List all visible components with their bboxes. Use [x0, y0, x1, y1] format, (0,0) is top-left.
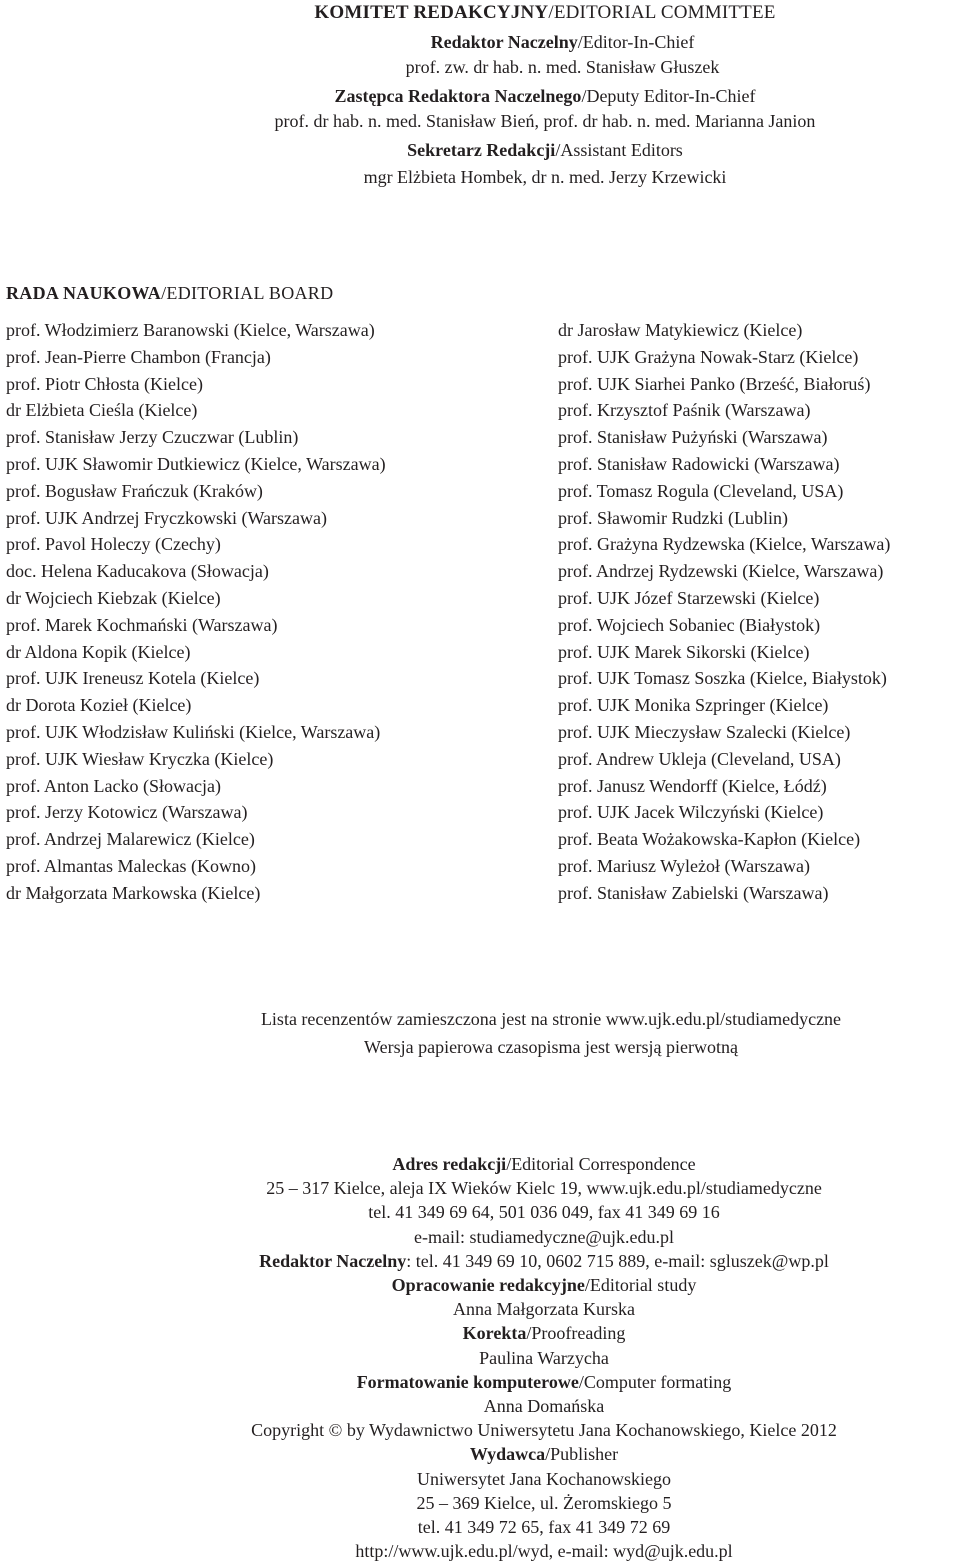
board-member: prof. Stanisław Jerzy Czuczwar (Lublin): [6, 427, 299, 448]
correspondence-title: Adres redakcji/Editorial Correspondence: [392, 1154, 696, 1174]
board-member: prof. Marek Kochmański (Warszawa): [6, 614, 278, 635]
board-member: doc. Helena Kaducakova (Słowacja): [6, 561, 269, 582]
board-member: prof. Stanisław Zabielski (Warszawa): [558, 882, 829, 903]
committee-section: [0, 0, 960, 26]
board-member: prof. UJK Siarhei Panko (Brześć, Białoruś): [558, 373, 871, 394]
proofreading-name: Paulina Warzycha: [479, 1347, 609, 1368]
board-member: prof. Sławomir Rudzki (Lublin): [558, 507, 788, 528]
board-member: prof. UJK Józef Starzewski (Kielce): [558, 587, 820, 608]
board-member: prof. Włodzimierz Baranowski (Kielce, Warszawa): [6, 320, 375, 340]
board-member: prof. UJK Mieczysław Szalecki (Kielce): [558, 721, 851, 742]
board-title: RADA NAUKOWA/EDITORIAL BOARD: [6, 283, 334, 303]
board-member: dr Wojciech Kiebzak (Kielce): [6, 587, 221, 608]
board-member: prof. Andrzej Rydzewski (Kielce, Warszawa): [558, 561, 884, 582]
board-left-column: [6, 317, 386, 907]
correspondence-section: [0, 1152, 960, 1563]
board-member: prof. Janusz Wendorff (Kielce, Łódź): [558, 775, 827, 796]
board-member: dr Aldona Kopik (Kielce): [6, 641, 191, 662]
editor-name: prof. zw. dr hab. n. med. Stanisław Głuszek: [405, 57, 720, 77]
board-member: prof. Andrzej Malarewicz (Kielce): [6, 829, 255, 850]
board-right-column: [558, 317, 890, 907]
correspondence-phone: tel. 41 349 69 64, 501 036 049, fax 41 349 69 16: [368, 1202, 720, 1223]
board-member: prof. Grażyna Rydzewska (Kielce, Warszawa): [558, 534, 891, 555]
publisher-phone: tel. 41 349 72 65, fax 41 349 72 69: [417, 1517, 671, 1538]
board-member: prof. Beata Wożakowska-Kapłon (Kielce): [558, 829, 861, 850]
editorial-study-name: Anna Małgorzata Kurska: [453, 1299, 635, 1320]
board-member: prof. Bogusław Frańczuk (Kraków): [6, 480, 263, 501]
deputy-block: [0, 84, 960, 134]
board-member: prof. Andrew Ukleja (Cleveland, USA): [558, 748, 841, 769]
copyright: Copyright © by Wydawnictwo Uniwersytetu Jana Kochanowskiego, Kielce 2012: [251, 1420, 837, 1441]
formatting: Formatowanie komputerowe/Computer formating: [356, 1371, 732, 1392]
committee-title: KOMITET REDAKCYJNY/EDITORIAL COMMITTEE: [314, 2, 776, 23]
board-member: dr Dorota Kozieł (Kielce): [6, 695, 192, 716]
board-member: prof. Pavol Holeczy (Czechy): [6, 534, 221, 555]
paper-version-note: Wersja papierowa czasopisma jest wersją pierwotną: [364, 1037, 738, 1057]
board-member: prof. UJK Ireneusz Kotela (Kielce): [6, 668, 260, 689]
board-member: prof. Piotr Chłosta (Kielce): [6, 373, 203, 394]
board-member: prof. UJK Marek Sikorski (Kielce): [558, 641, 810, 662]
board-member: prof. Jerzy Kotowicz (Warszawa): [6, 802, 248, 823]
board-member: prof. UJK Włodzisław Kuliński (Kielce, Warszawa): [6, 721, 381, 742]
editor-contact: Redaktor Naczelny: tel. 41 349 69 10, 0602 715 889, e-mail: sgluszek@wp.pl: [259, 1250, 829, 1271]
board-member: prof. Jean-Pierre Chambon (Francja): [6, 346, 271, 367]
board-member: prof. UJK Wiesław Kryczka (Kielce): [6, 748, 274, 769]
board-member: prof. Stanisław Pużyński (Warszawa): [558, 427, 828, 448]
secretary-block: [0, 138, 960, 190]
correspondence-email: e-mail: studiamedyczne@ujk.edu.pl: [414, 1226, 674, 1247]
publisher: Wydawca/Publisher: [469, 1444, 619, 1465]
correspondence-address: 25 – 317 Kielce, aleja IX Wieków Kielc 19, www.ujk.edu.pl/studiamedyczne: [266, 1178, 822, 1199]
board-member: prof. UJK Monika Szpringer (Kielce): [558, 695, 829, 716]
secretary-role: Sekretarz Redakcji/Assistant Editors: [407, 140, 683, 160]
board-member: prof. Almantas Maleckas (Kowno): [6, 855, 256, 876]
board-member: dr Jarosław Matykiewicz (Kielce): [558, 320, 803, 340]
board-member: dr Małgorzata Markowska (Kielce): [6, 882, 261, 903]
board-member: prof. UJK Jacek Wilczyński (Kielce): [558, 802, 824, 823]
deputy-role: Zastępca Redaktora Naczelnego/Deputy Editor-In-Chief: [334, 86, 756, 106]
publisher-address: 25 – 369 Kielce, ul. Żeromskiego 5: [416, 1492, 672, 1513]
board-member: prof. Wojciech Sobaniec (Białystok): [558, 614, 821, 635]
board-member: prof. UJK Andrzej Fryczkowski (Warszawa): [6, 507, 327, 528]
editor-role: Redaktor Naczelny/Editor-In-Chief: [430, 32, 695, 52]
committee-body: [0, 30, 960, 80]
secretary-names: mgr Elżbieta Hombek, dr n. med. Jerzy Krzewicki: [363, 167, 727, 187]
info-section: [0, 1005, 960, 1061]
board-member: prof. Mariusz Wyleżoł (Warszawa): [558, 855, 811, 876]
board-member: prof. UJK Sławomir Dutkiewicz (Kielce, Warszawa): [6, 453, 386, 474]
board-member: prof. Anton Lacko (Słowacja): [6, 775, 221, 796]
board-member: prof. Stanisław Radowicki (Warszawa): [558, 453, 840, 474]
board-member: prof. UJK Grażyna Nowak-Starz (Kielce): [558, 346, 859, 367]
board-member: prof. UJK Tomasz Soszka (Kielce, Białystok): [558, 668, 887, 689]
publisher-web: http://www.ujk.edu.pl/wyd, e-mail: wyd@ujk.edu.pl: [355, 1541, 733, 1562]
deputy-names: prof. dr hab. n. med. Stanisław Bień, prof. dr hab. n. med. Marianna Janion: [274, 111, 816, 131]
board-member: dr Elżbieta Cieśla (Kielce): [6, 400, 198, 421]
publisher-name: Uniwersytet Jana Kochanowskiego: [417, 1468, 671, 1489]
board-member: prof. Krzysztof Paśnik (Warszawa): [558, 400, 811, 421]
reviewers-note: Lista recenzentów zamieszczona jest na stronie www.ujk.edu.pl/studiamedyczne: [260, 1009, 842, 1029]
formatting-name: Anna Domańska: [483, 1396, 605, 1417]
proofreading: Korekta/Proofreading: [462, 1323, 626, 1344]
editorial-study: Opracowanie redakcyjne/Editorial study: [391, 1275, 697, 1296]
board-member: prof. Tomasz Rogula (Cleveland, USA): [558, 480, 844, 501]
